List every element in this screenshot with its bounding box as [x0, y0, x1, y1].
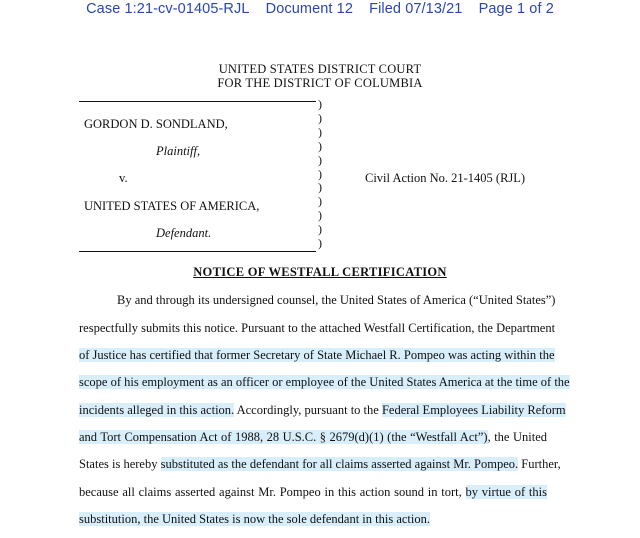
highlighted-text: of Justice has certified that former Secretary of State Michael R. Pompeo was acting within the — [79, 348, 555, 362]
notice-title — [0, 265, 640, 280]
caption-paren: ) — [318, 152, 322, 167]
notice-line — [117, 292, 556, 308]
defendant-name: UNITED STATES OF AMERICA, — [84, 199, 260, 213]
caption-paren: ) — [318, 110, 322, 125]
highlighted-text: substituted as the defendant for all claims asserted against Mr. Pompeo. — [160, 457, 519, 471]
body-text: respectfully submits this notice. Pursuant to the attached Westfall Certification, the Department — [79, 321, 556, 335]
caption-paren: ) — [318, 236, 322, 250]
caption-paren: ) — [318, 222, 322, 237]
case-number: Case 1:21-cv-01405-RJL — [86, 1, 250, 17]
body-text: Further, — [518, 457, 561, 471]
notice-line — [79, 429, 547, 445]
court-name-line1: UNITED STATES DISTRICT COURT — [218, 62, 422, 76]
notice-line — [79, 484, 547, 500]
civil-action-number: Civil Action No. 21-1405 (RJL) — [365, 171, 526, 185]
body-text: , the United — [487, 430, 547, 444]
plaintiff-role: Plaintiff, — [156, 144, 201, 158]
caption-paren: ) — [318, 208, 322, 223]
notice-line — [79, 456, 561, 472]
caption-paren: ) — [318, 97, 322, 111]
notice-line — [79, 374, 570, 390]
versus-label: v. — [119, 171, 128, 185]
caption-top-rule — [79, 101, 316, 102]
notice-line — [79, 320, 556, 336]
highlighted-text: incidents alleged in this action. — [79, 403, 235, 417]
body-text: By and through its undersigned counsel, the United States of America (“United States”) — [117, 293, 556, 307]
plaintiff-name: GORDON D. SONDLAND, — [84, 117, 228, 131]
highlighted-text: Federal Employees Liability Reform — [381, 403, 566, 417]
caption-paren: ) — [318, 124, 322, 139]
notice-title-text: NOTICE OF WESTFALL CERTIFICATION — [193, 265, 447, 279]
court-name-line2: FOR THE DISTRICT OF COLUMBIA — [217, 76, 423, 90]
caption-bottom-rule — [79, 251, 316, 252]
defendant-role: Defendant. — [156, 226, 212, 240]
highlighted-text: and Tort Compensation Act of 1988, 28 U.S.C. § 2679(d)(1) (the “Westfall Act”) — [79, 430, 488, 444]
highlighted-text: by virtue of this — [465, 485, 547, 499]
highlighted-text: scope of his employment as an officer or employee of the United States America at the time of the — [79, 375, 570, 389]
document-number: Document 12 — [265, 1, 353, 17]
body-text: Accordingly, pursuant to the — [234, 403, 382, 417]
caption-paren: ) — [318, 138, 322, 153]
case-header-stamp — [0, 1, 640, 17]
caption-paren: ) — [318, 166, 322, 181]
highlighted-text: substitution, the United States is now the sole defendant in this action. — [79, 512, 430, 526]
notice-line — [79, 402, 566, 418]
page-number: Page 1 of 2 — [478, 1, 554, 17]
caption-paren: ) — [318, 180, 322, 195]
notice-line — [79, 347, 555, 363]
body-text: because all claims asserted against Mr. Pompeo in this action sound in tort, — [79, 485, 466, 499]
notice-line — [79, 511, 547, 527]
caption-paren: ) — [318, 194, 322, 209]
body-text: States is hereby — [79, 457, 161, 471]
filed-date: Filed 07/13/21 — [369, 1, 463, 17]
